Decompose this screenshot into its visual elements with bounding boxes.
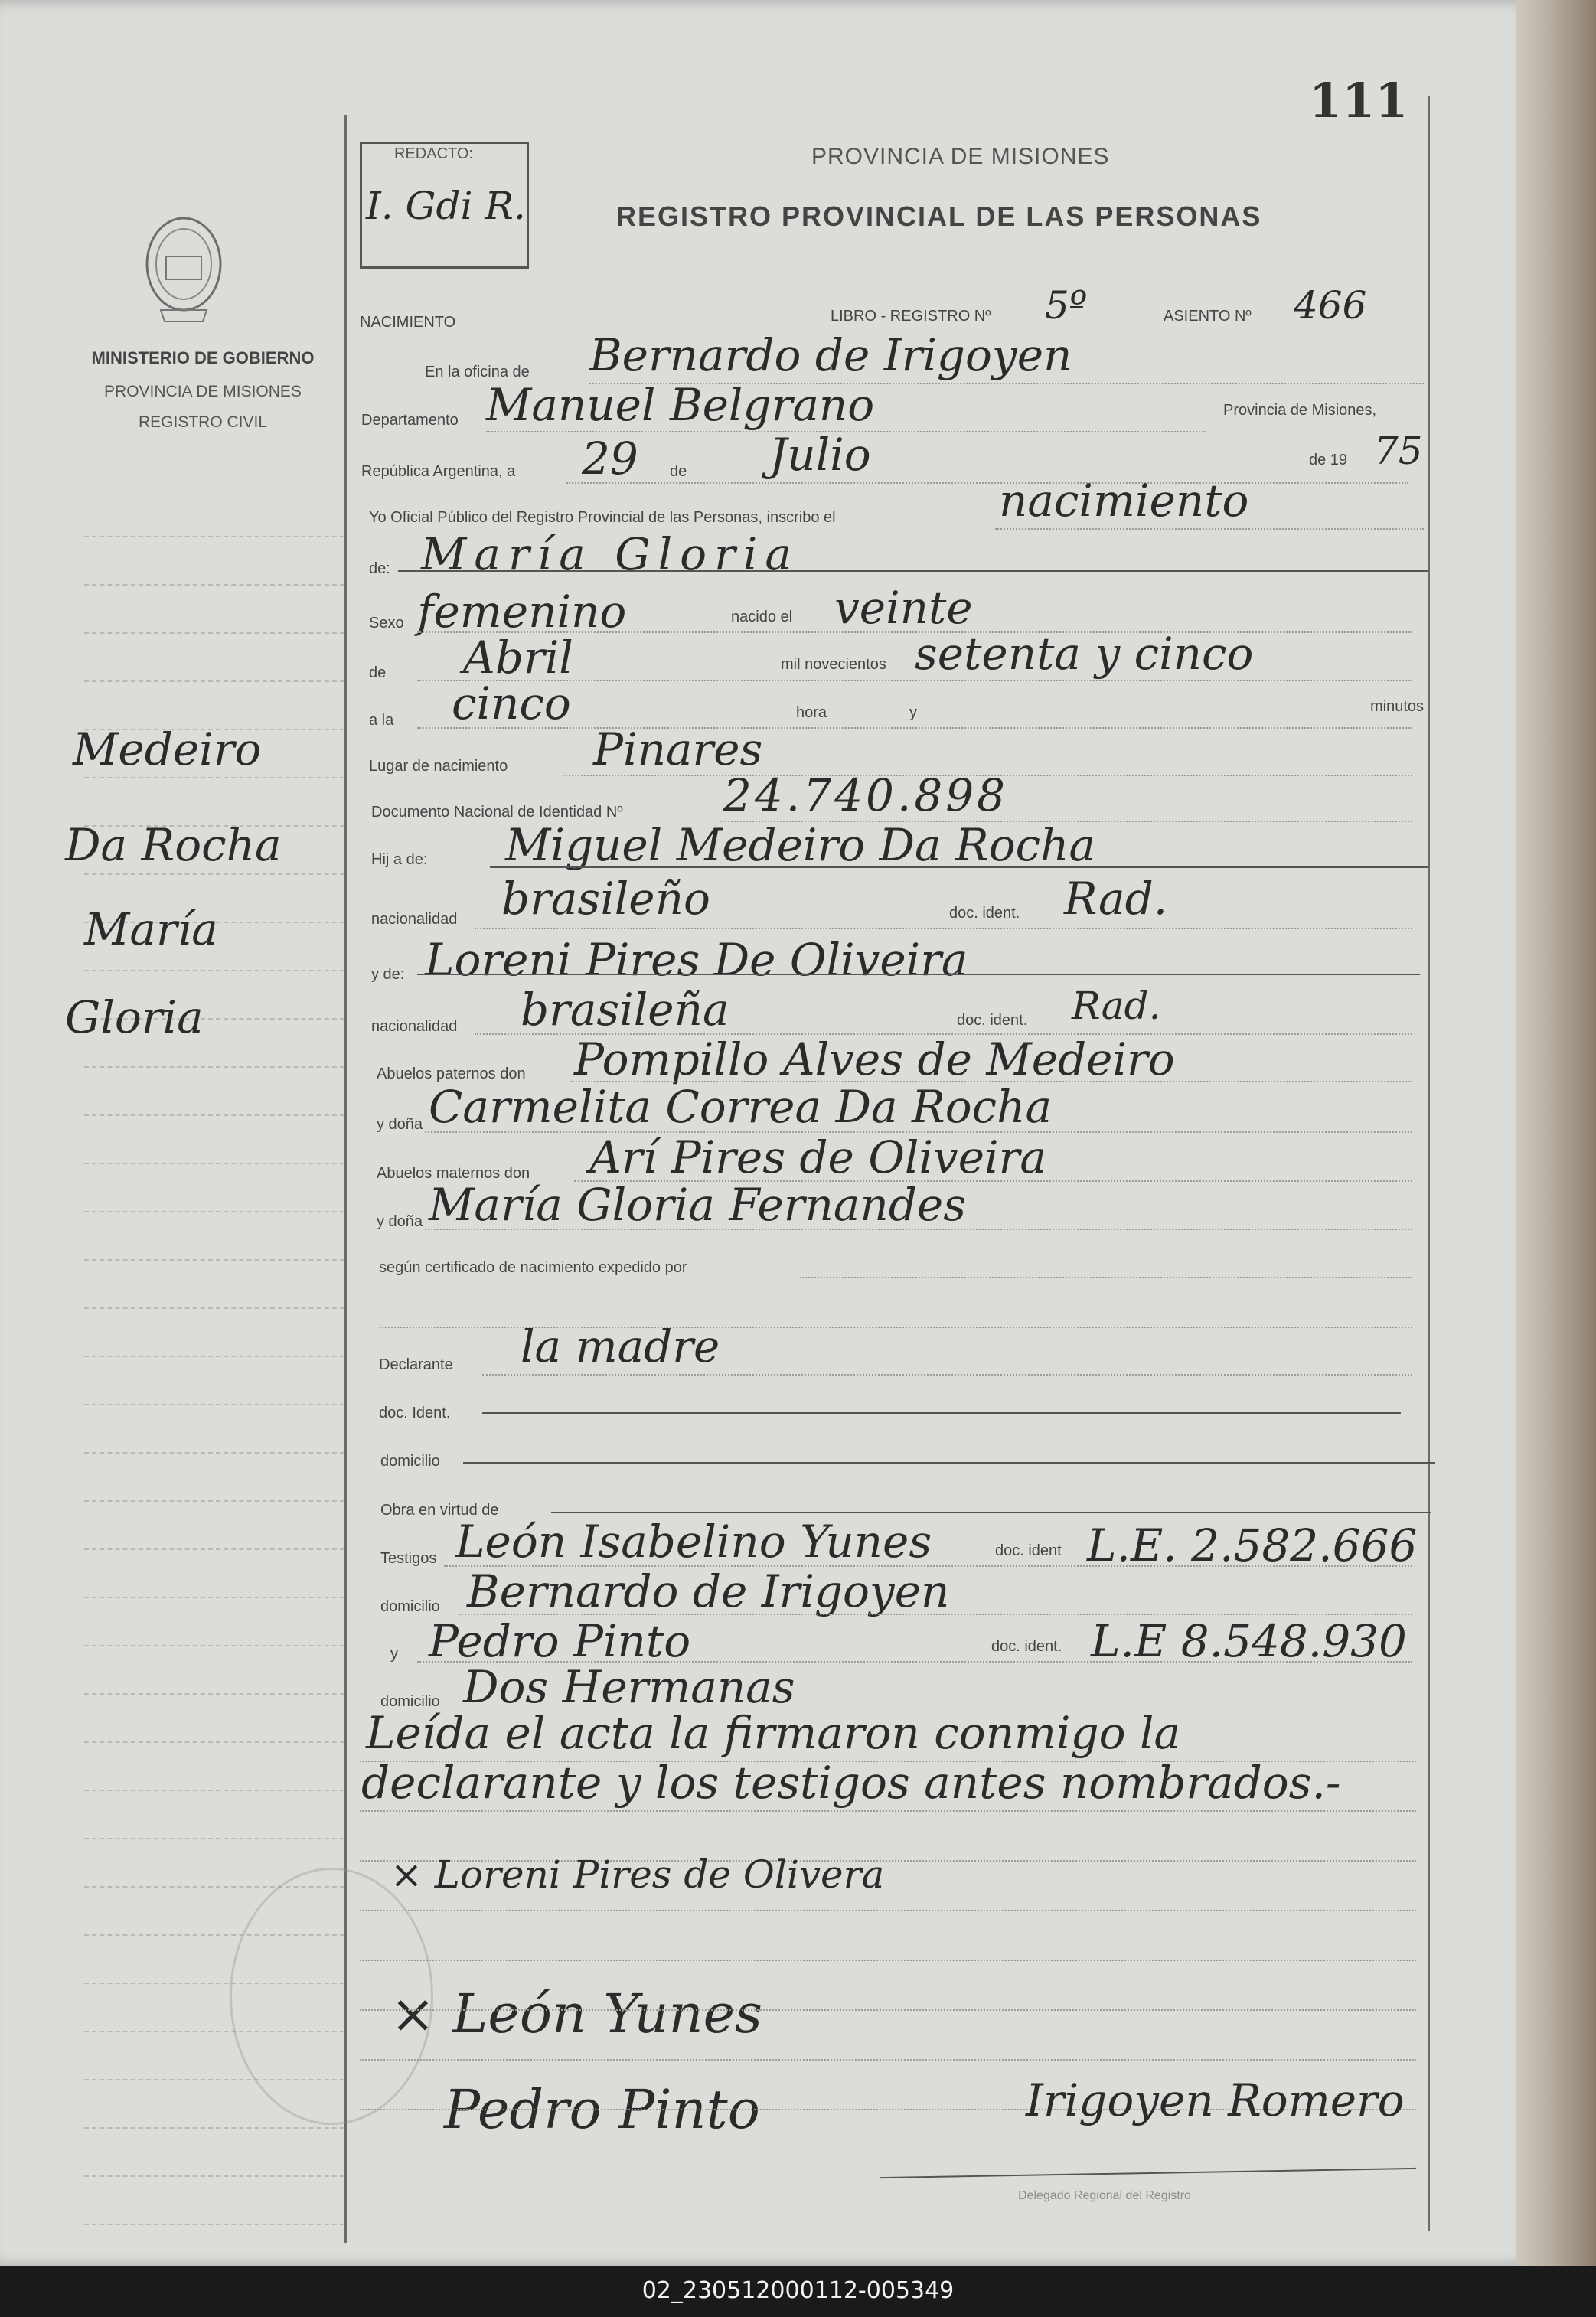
mes-label: de <box>369 664 387 681</box>
minutos-label: minutos <box>1370 698 1425 715</box>
declarante-value: la madre <box>521 1320 720 1372</box>
margin-rule <box>84 632 344 634</box>
signature-witness1: × León Yunes <box>390 1983 762 2045</box>
margin-rule <box>84 2127 344 2129</box>
domicilio2-value: Bernardo de Irigoyen <box>467 1565 950 1617</box>
nac1-value: brasileño <box>501 873 710 925</box>
mil-value: setenta y cinco <box>915 628 1254 680</box>
margin-rule <box>84 1066 344 1068</box>
libro-value: 5º <box>1045 283 1088 328</box>
testigo2-label: y <box>390 1646 398 1663</box>
hijo-value: Miguel Medeiro Da Rocha <box>505 819 1096 871</box>
hora-prefix: a la <box>369 712 394 729</box>
nac1-label: nacionalidad <box>371 911 458 928</box>
margin-rule <box>84 1452 344 1454</box>
declarante-line <box>482 1374 1412 1376</box>
blank-rule-3 <box>360 1960 1416 1961</box>
margin-name-line4: Gloria <box>65 991 204 1043</box>
abuelo-pat-label: Abuelos paternos don <box>377 1065 526 1082</box>
lugar-label: Lugar de nacimiento <box>369 758 508 775</box>
margin-rule <box>84 1597 344 1598</box>
margin-rule <box>84 1645 344 1646</box>
asiento-value: 466 <box>1294 283 1367 328</box>
testigo1-doc-value: L.E. 2.582.666 <box>1087 1519 1418 1571</box>
oficial-label: Yo Oficial Público del Registro Provincial de las Personas, inscribo el <box>369 509 836 526</box>
declarante-label: Declarante <box>379 1356 453 1373</box>
departamento-suffix: Provincia de Misiones, <box>1223 402 1377 419</box>
testigo2-value: Pedro Pinto <box>429 1615 691 1667</box>
blank-rule-2 <box>360 1910 1416 1911</box>
province-emblem-icon <box>142 214 226 329</box>
oficial-value: nacimiento <box>999 475 1249 527</box>
margin-rule <box>84 1693 344 1695</box>
margin-rule <box>84 1307 344 1309</box>
blank-rule-4 <box>360 2009 1416 2011</box>
margin-rule <box>84 1500 344 1502</box>
signature-mother: × Loreni Pires de Olivera <box>390 1852 885 1897</box>
domicilio3-value: Dos Hermanas <box>463 1661 795 1713</box>
abuelo-mat-value: Arí Pires de Oliveira <box>589 1131 1046 1183</box>
departamento-label: Departamento <box>361 412 459 429</box>
image-caption: 02_230512000112-005349 <box>641 2277 955 2304</box>
closing-note-line1: Leída el acta la firmaron conmigo la <box>366 1707 1181 1759</box>
page-edge <box>1516 0 1596 2266</box>
persona-label: de: <box>369 560 390 577</box>
redacto-label: REDACTO: <box>394 145 473 162</box>
fecha-month: Julio <box>769 429 871 481</box>
oficina-value: Bernardo de Irigoyen <box>589 329 1072 381</box>
margin-name-line1: Medeiro <box>73 723 262 775</box>
blank-rule-5 <box>360 2059 1416 2061</box>
abuela-mat-value: María Gloria Fernandes <box>429 1179 966 1231</box>
margin-rule <box>84 1790 344 1791</box>
closing-note-line2-rule <box>360 1810 1416 1812</box>
redacto-value: I. Gdi R. <box>366 184 526 228</box>
fecha-de1: de <box>670 463 687 480</box>
certificado-line <box>800 1277 1412 1278</box>
obra-label: Obra en virtud de <box>380 1502 499 1519</box>
lugar-value: Pinares <box>593 723 763 775</box>
margin-rule <box>84 584 344 586</box>
margin-rule <box>84 536 344 537</box>
signature-witness2: Pedro Pinto <box>444 2078 760 2141</box>
oficina-label: En la oficina de <box>425 364 530 380</box>
margin-rule <box>84 1404 344 1405</box>
hijo-line <box>490 866 1428 868</box>
obra-line <box>551 1512 1431 1513</box>
nacido-label: nacido el <box>731 609 793 625</box>
domicilio1-label: domicilio <box>380 1453 440 1470</box>
abuela-pat-value: Carmelita Correa Da Rocha <box>429 1081 1053 1133</box>
closing-note-line2: declarante y los testigos antes nombrados.- <box>361 1757 1341 1809</box>
sexo-label: Sexo <box>369 615 404 631</box>
testigo1-value: León Isabelino Yunes <box>455 1516 932 1568</box>
margin-rule <box>84 777 344 778</box>
margin-rule <box>84 2224 344 2225</box>
domicilio2-label: domicilio <box>380 1598 440 1615</box>
oficial-line <box>995 528 1424 530</box>
domicilio1-line <box>463 1462 1435 1464</box>
nac2-doc-value: Rad. <box>1072 984 1161 1028</box>
nac1-line <box>475 928 1412 929</box>
nac2-doc-label: doc. ident. <box>957 1012 1028 1029</box>
abuela-pat-label: y doña <box>377 1116 423 1133</box>
province-heading: PROVINCIA DE MISIONES <box>811 144 1110 169</box>
documento-label: Documento Nacional de Identidad Nº <box>371 804 623 821</box>
fecha-label: República Argentina, a <box>361 463 516 480</box>
madre-label: y de: <box>371 966 405 983</box>
hora-y-label: y <box>909 704 917 721</box>
madre-value: Loreni Pires De Oliveira <box>425 934 968 986</box>
nac1-doc-value: Rad. <box>1064 873 1168 925</box>
doc-ident-line <box>482 1412 1401 1414</box>
hora-line <box>417 727 1412 729</box>
ministry-registry: REGISTRO CIVIL <box>138 413 268 431</box>
abuelo-pat-value: Pompillo Alves de Medeiro <box>574 1033 1175 1085</box>
documento-value: 24.740.898 <box>723 769 1009 821</box>
domicilio3-label: domicilio <box>380 1693 440 1710</box>
registry-heading: REGISTRO PROVINCIAL DE LAS PERSONAS <box>616 201 1262 232</box>
folio-number: 111 <box>1309 73 1408 129</box>
seal-text: Delegado Regional del Registro <box>1018 2189 1191 2202</box>
ministry-province: PROVINCIA DE MISIONES <box>104 383 302 400</box>
margin-name-line3: María <box>84 903 218 955</box>
persona-line <box>398 570 1428 572</box>
abuela-mat-line <box>425 1229 1412 1230</box>
persona-value: María Gloria <box>421 528 799 580</box>
margin-rule <box>84 1114 344 1116</box>
nacido-value: veinte <box>834 582 973 634</box>
asiento-label: ASIENTO Nº <box>1164 308 1252 325</box>
nac2-value: brasileña <box>521 984 729 1036</box>
margin-rule <box>84 1356 344 1357</box>
doc-ident-label: doc. Ident. <box>379 1405 451 1421</box>
fecha-de2: de 19 <box>1309 452 1348 468</box>
certificado-label: según certificado de nacimiento expedido por <box>379 1259 687 1276</box>
ministry-title: MINISTERIO DE GOBIERNO <box>91 348 315 367</box>
abuelo-mat-label: Abuelos maternos don <box>377 1165 530 1182</box>
testigo1-doc-label: doc. ident <box>995 1542 1062 1559</box>
hijo-label: Hij a de: <box>371 851 428 868</box>
mes-value: Abril <box>463 631 573 684</box>
mil-label: mil novecientos <box>781 656 886 673</box>
fecha-year: 75 <box>1374 429 1423 473</box>
abuela-mat-label: y doña <box>377 1213 423 1230</box>
right-frame-line <box>1428 96 1430 2231</box>
nac2-label: nacionalidad <box>371 1018 458 1035</box>
sexo-value: femenino <box>417 586 627 638</box>
margin-rule <box>84 2175 344 2177</box>
margin-rule <box>84 1548 344 1550</box>
libro-label: LIBRO - REGISTRO Nº <box>831 308 991 325</box>
madre-line <box>417 974 1420 975</box>
margin-rule <box>84 680 344 682</box>
fecha-line <box>566 482 1408 484</box>
margin-rule <box>84 873 344 875</box>
testigo1-label: Testigos <box>380 1550 437 1567</box>
margin-name-line2: Da Rocha <box>65 819 282 871</box>
margin-rule <box>84 1838 344 1839</box>
nac1-doc-label: doc. ident. <box>949 905 1020 922</box>
departamento-value: Manuel Belgrano <box>486 379 875 431</box>
fecha-day: 29 <box>582 432 638 485</box>
hora-value: cinco <box>452 677 571 729</box>
margin-rule <box>84 1741 344 1743</box>
testigo2-doc-value: L.E 8.548.930 <box>1091 1615 1407 1667</box>
margin-rule <box>84 970 344 971</box>
hora-label: hora <box>796 704 827 721</box>
section-label: NACIMIENTO <box>360 314 456 331</box>
testigo2-doc-label: doc. ident. <box>991 1638 1062 1655</box>
margin-rule <box>84 1211 344 1212</box>
margin-rule <box>84 1163 344 1164</box>
signature-official: Irigoyen Romero <box>1026 2074 1405 2126</box>
margin-rule <box>84 1259 344 1261</box>
